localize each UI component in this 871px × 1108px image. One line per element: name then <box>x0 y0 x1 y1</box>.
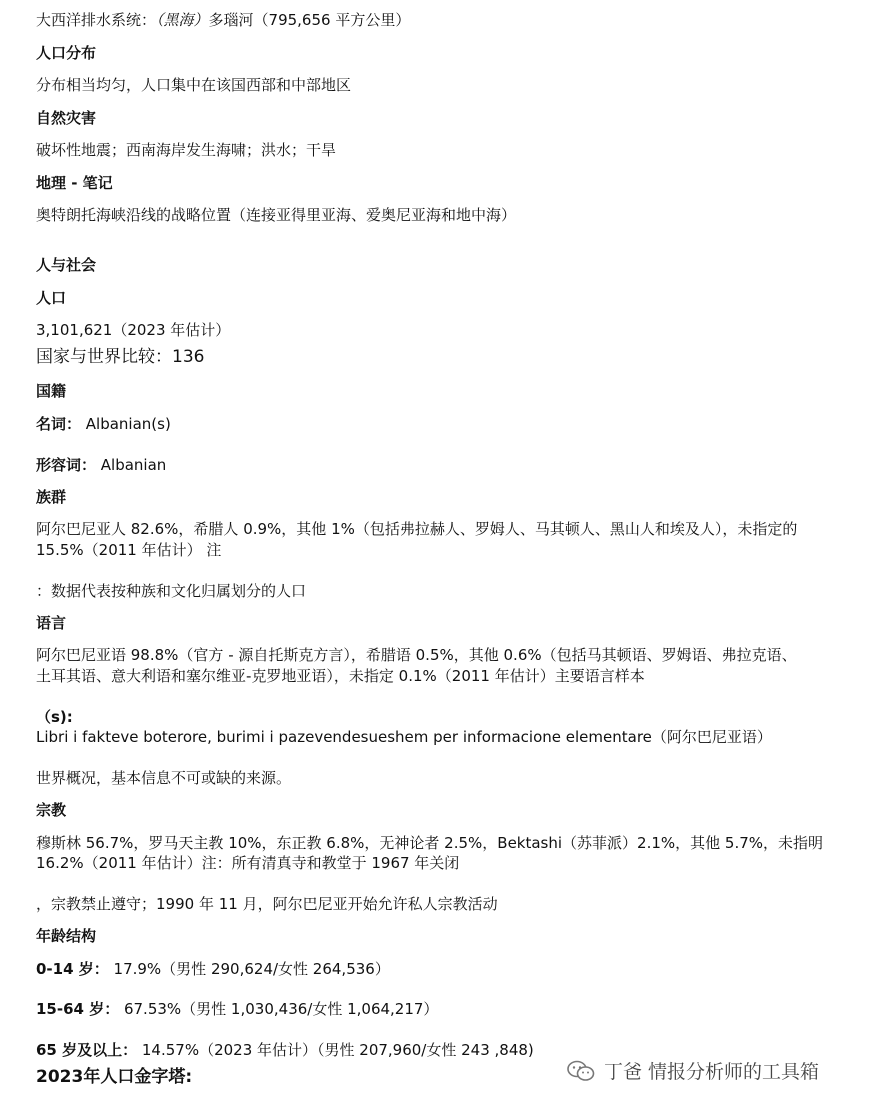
population-pyramid-heading: 2023年人口金字塔: <box>36 1067 193 1087</box>
watermark-text: 丁爸 情报分析师的工具箱 <box>604 1061 820 1083</box>
ethnic-groups-note: ：数据代表按种族和文化归属划分的人口 <box>36 582 307 600</box>
watermark <box>566 1057 819 1084</box>
age-row-0-14: 0-14 岁： 17.9%（男性 290,624/女性 264,536） <box>36 960 390 978</box>
wechat-icon <box>566 1060 596 1082</box>
section-title: 人与社会 <box>36 256 97 274</box>
natural-hazards-heading: 自然灾害 <box>36 109 97 127</box>
language-sample-heading: （s): <box>36 708 73 726</box>
nationality-heading: 国籍 <box>36 382 67 400</box>
population-distribution-heading: 人口分布 <box>36 44 97 62</box>
religions-note: ，宗教禁止遵守；1990 年 11 月，阿尔巴尼亚开始允许私人宗教活动 <box>36 895 498 913</box>
age-structure-heading: 年龄结构 <box>36 927 97 945</box>
languages-text-1: 阿尔巴尼亚语 98.8%（官方 - 源自托斯克方言），希腊语 0.5%，其他 0.6%（包括马其顿语、罗姆语、弗拉克语、 <box>36 646 797 664</box>
languages-heading: 语言 <box>36 614 67 632</box>
language-sample-translation: 世界概况，基本信息不可或缺的来源。 <box>36 769 292 787</box>
languages-text-2: 土耳其语、意大利语和塞尔维亚-克罗地亚语），未指定 0.1%（2011 年估计）主要语言样本 <box>36 667 645 685</box>
religions-text-2: 16.2%（2011 年估计）注：所有清真寺和教堂于 1967 年关闭 <box>36 854 460 872</box>
population-value: 3,101,621（2023 年估计） <box>36 321 231 339</box>
religions-heading: 宗教 <box>36 801 67 819</box>
drainage-line: 大西洋排水系统：（黑海）多瑙河（795,656 平方公里） <box>36 11 411 29</box>
age-row-65-plus: 65 岁及以上： 14.57%（2023 年估计）（男性 207,960/女性 243 ,848) <box>36 1041 534 1059</box>
geography-note-heading: 地理 - 笔记 <box>36 174 113 192</box>
ethnic-groups-text-1: 阿尔巴尼亚人 82.6%，希腊人 0.9%，其他 1%（包括弗拉赫人、罗姆人、马其顿人、黑山人和埃及人），未指定的 <box>36 520 798 538</box>
ethnic-groups-text-2: 15.5%（2011 年估计） 注 <box>36 541 222 559</box>
age-row-15-64: 15-64 岁： 67.53%（男性 1,030,436/女性 1,064,217） <box>36 1000 439 1018</box>
population-comparison: 国家与世界比较：136 <box>36 347 205 367</box>
natural-hazards-text: 破坏性地震；西南海岸发生海啸；洪水；干旱 <box>36 141 337 159</box>
population-heading: 人口 <box>36 289 67 307</box>
religions-text-1: 穆斯林 56.7%，罗马天主教 10%，东正教 6.8%，无神论者 2.5%，Bektashi（苏菲派）2.1%，其他 5.7%，未指明 <box>36 834 824 852</box>
geography-note-text: 奥特朗托海峡沿线的战略位置（连接亚得里亚海、爱奥尼亚海和地中海） <box>36 206 517 224</box>
language-sample-text: Libri i fakteve boterore, burimi i pazevendesueshem per informacione elementare（阿尔巴尼亚语） <box>36 728 772 746</box>
population-distribution-text: 分布相当均匀，人口集中在该国西部和中部地区 <box>36 76 352 94</box>
nationality-noun: 名词： Albanian(s) <box>36 415 171 433</box>
nationality-adjective: 形容词： Albanian <box>36 456 167 474</box>
ethnic-groups-heading: 族群 <box>36 488 67 506</box>
